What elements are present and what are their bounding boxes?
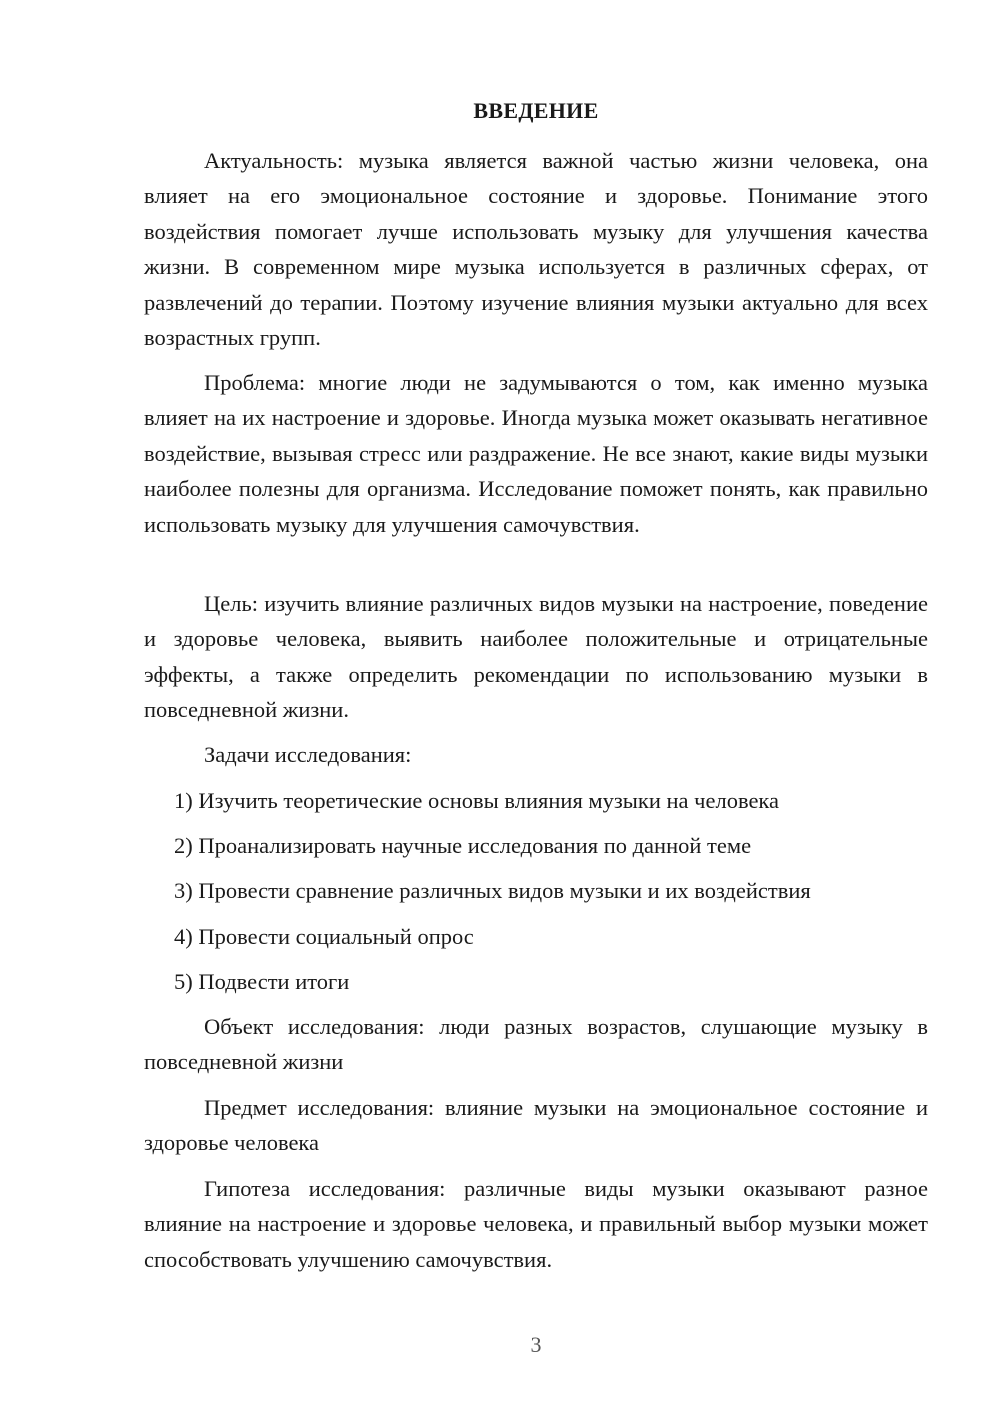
list-item: 5) Подвести итоги (174, 969, 350, 994)
page-number: 3 (530, 1332, 542, 1357)
tasks-list (144, 828, 928, 863)
body-block-hypothesis (144, 1171, 928, 1277)
body-block-relevance-problem-goal (144, 143, 928, 355)
list-item: 3) Провести сравнение различных видов музыки и их воздействия (174, 878, 811, 903)
tasks-heading: Задачи исследования: (204, 742, 412, 767)
body-block-goal (144, 586, 928, 728)
tasks-list (144, 919, 928, 954)
body-block-object (144, 1009, 928, 1080)
paragraph-problem: Проблема: многие люди не задумываются о том, как именно музыка влияет на их настроение и здоровье. Иногда музыка может оказывать негативное воздействие, вызывая стресс или раздражение. Не все знают, какие виды музыки наиболее полезны для организма. Исследование поможет понять, как правильно использовать музыку для улучшения самочувствия. (144, 370, 928, 537)
tasks-list (144, 783, 928, 818)
tasks-list (144, 873, 928, 908)
body-block-problem (144, 365, 928, 542)
page-title: ВВЕДЕНИЕ (473, 98, 599, 123)
paragraph-relevance: Актуальность: музыка является важной частью жизни человека, она влияет на его эмоциональное состояние и здоровье. Понимание этого воздействия помогает лучше использовать музыку для улучшения качества жизни. В современном мире музыка используется в различных сферах, от развлечений до терапии. Поэтому изучение влияния музыки актуально для всех возрастных групп. (144, 148, 928, 351)
list-item: 4) Провести социальный опрос (174, 924, 474, 949)
list-item: 2) Проанализировать научные исследования по данной теме (174, 833, 752, 858)
body-block-subject (144, 1090, 928, 1161)
tasks-list (144, 964, 928, 999)
paragraph-subject: Предмет исследования: влияние музыки на эмоциональное состояние и здоровье человека (144, 1095, 928, 1156)
paragraph-goal: Цель: изучить влияние различных видов музыки на настроение, поведение и здоровье человека, выявить наиболее положительные и отрицательные эффекты, а также определить рекомендации по использованию музыки в повседневной жизни. (144, 591, 928, 723)
paragraph-object: Объект исследования: люди разных возрастов, слушающие музыку в повседневной жизни (144, 1014, 928, 1075)
list-item: 1) Изучить теоретические основы влияния музыки на человека (174, 788, 780, 813)
body-block-tasks-heading (144, 737, 928, 772)
paragraph-hypothesis: Гипотеза исследования: различные виды музыки оказывают разное влияние на настроение и здоровье человека, и правильный выбор музыки может способствовать улучшению самочувствия. (144, 1176, 928, 1272)
